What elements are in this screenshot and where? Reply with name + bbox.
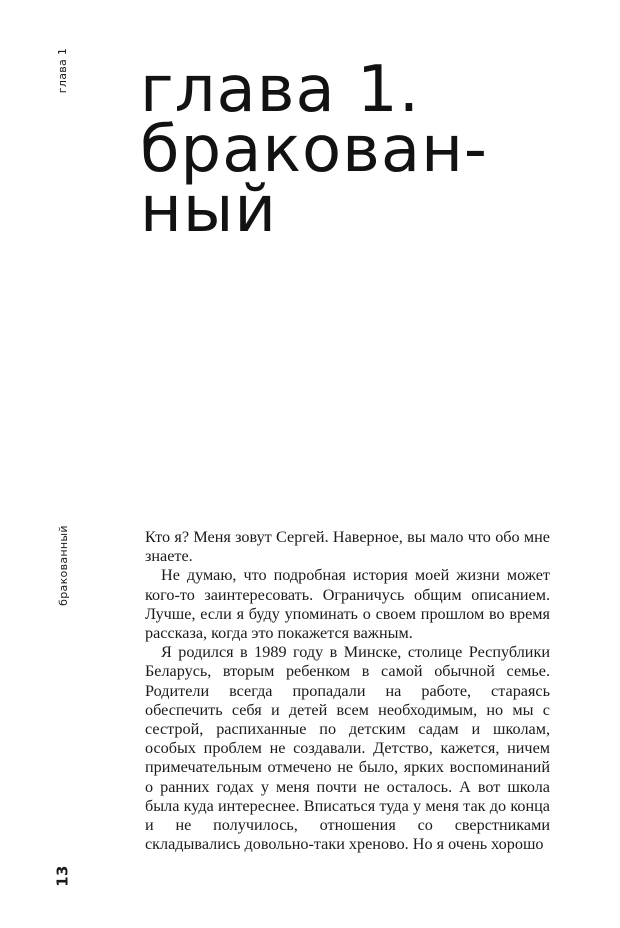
body-text bbox=[145, 528, 550, 854]
page-number-label: 13 bbox=[54, 865, 73, 887]
paragraph: Я родился в 1989 году в Минске, столице Республики Беларусь, вторым ребенком в самой обычной семье. Родители всегда пропадали на работе, стараясь обеспечить себя и детей всем необходимым, но мы с сестрой, распиханные по детским садам и школам, особых проблем не создавали. Детство, кажется, ничем примечательным отмечено не было, ярких воспоминаний о ранних годах у меня почти не осталось. А вот школа была куда интереснее. Вписаться туда у меня так до конца и не получилось, отношения со сверстниками складывались довольно-таки хреново. Но я очень хорошо bbox=[145, 643, 550, 854]
chapter-title bbox=[140, 53, 488, 247]
chapter-title-line-3: ный bbox=[140, 173, 277, 247]
chapter-title-line-1: глава 1. bbox=[140, 53, 421, 127]
running-header-chapter-label: глава 1 bbox=[56, 47, 70, 93]
running-header-title bbox=[54, 520, 72, 610]
chapter-title-line-2: бракован- bbox=[140, 113, 488, 187]
running-header-title-label: бракованный bbox=[56, 524, 70, 606]
paragraph: Не думаю, что подробная история моей жизни может кого-то заинтересовать. Ограничусь общим описанием. Лучше, если я буду упоминать о своем прошлом во время рассказа, когда это покажется важным. bbox=[145, 566, 550, 643]
page-number bbox=[54, 862, 72, 890]
running-header-chapter bbox=[54, 40, 72, 100]
paragraph: Кто я? Меня зовут Сергей. Наверное, вы мало что обо мне знаете. bbox=[145, 528, 550, 566]
